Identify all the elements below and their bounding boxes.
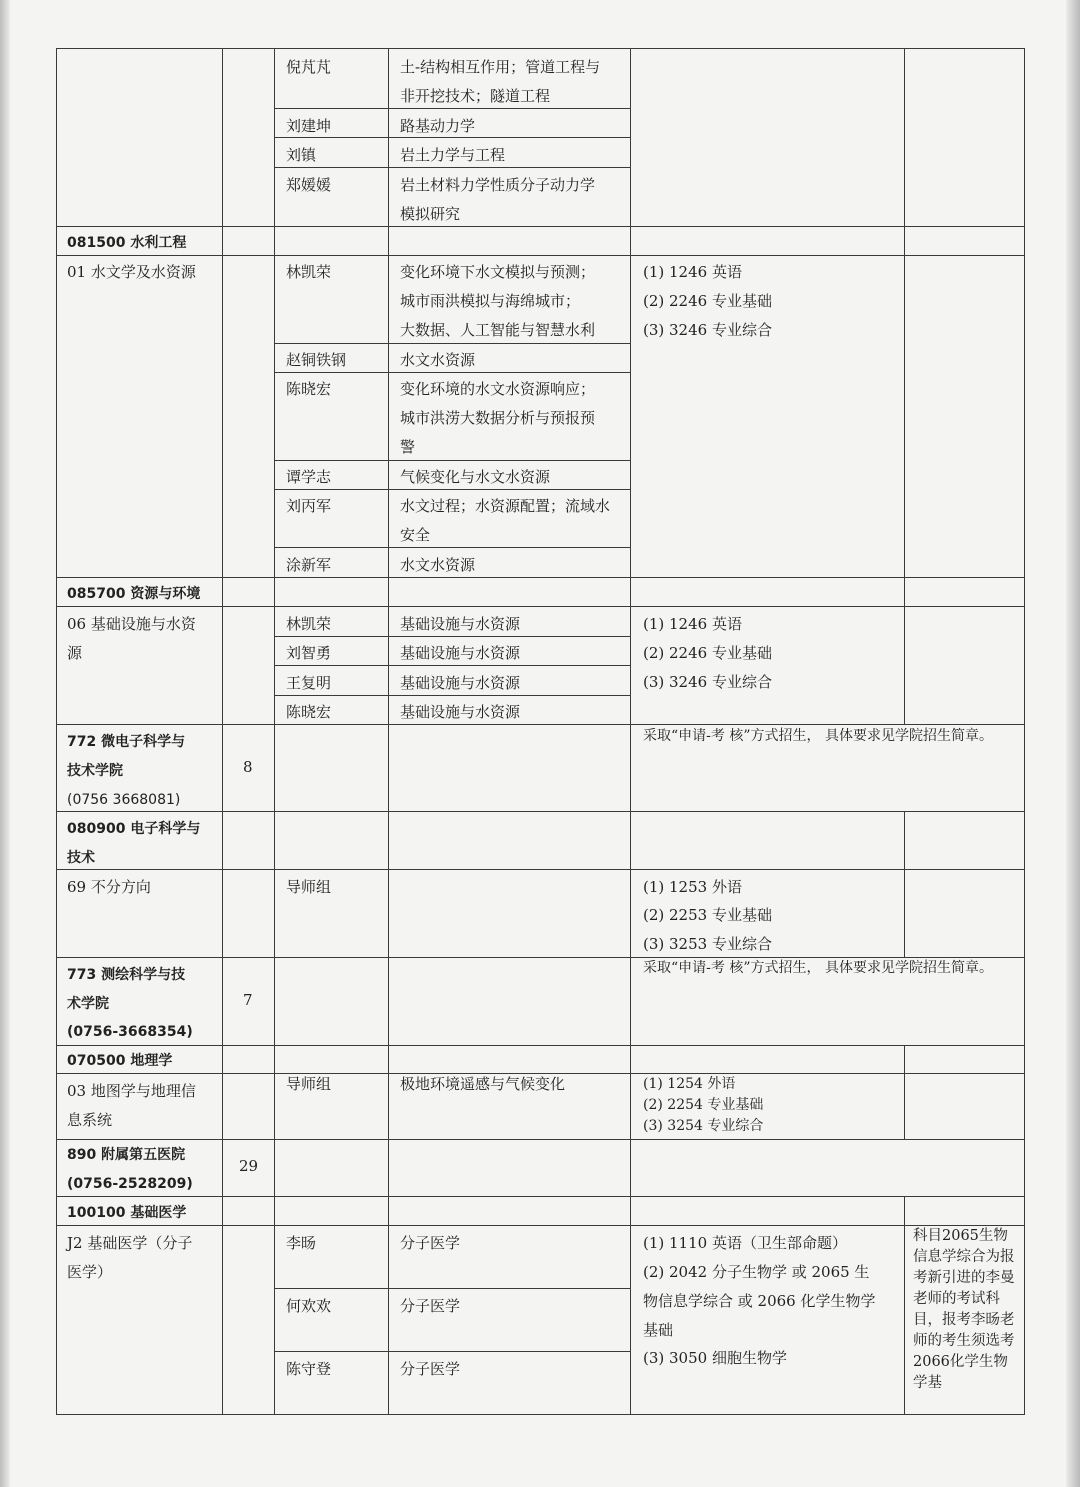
row-line: [56, 1139, 1025, 1140]
enrollment-count: 8: [243, 758, 253, 776]
advisor-name: 赵铜铁钢: [286, 351, 347, 369]
row-line: [56, 606, 1025, 607]
exam-subject: 基础: [643, 1321, 674, 1339]
table-border-bottom: [56, 1414, 1025, 1415]
row-line: [56, 255, 1025, 256]
research-direction: 水文水资源: [400, 556, 476, 574]
exam-subject: (2) 2253 专业基础: [643, 906, 772, 924]
school-phone: (0756-3668354): [67, 1024, 193, 1040]
table-border-right: [1024, 48, 1025, 1414]
row-line: [56, 811, 1025, 812]
major-heading: 100100 基础医学: [67, 1205, 187, 1221]
advisor-name: 导师组: [286, 1075, 332, 1093]
research-direction: 基础设施与水资源: [400, 674, 521, 692]
research-direction: 水文水资源: [400, 351, 476, 369]
exam-subject: (2) 2246 专业基础: [643, 644, 772, 662]
row-line: [56, 869, 1025, 870]
exam-subject: (1) 1110 英语（卫生部命题）: [643, 1234, 847, 1252]
sub-row-line: [274, 1351, 630, 1352]
direction-code: 69 不分方向: [67, 878, 151, 896]
research-direction: 警: [400, 438, 416, 456]
row-line: [56, 1196, 1025, 1197]
row-line: [56, 577, 1025, 578]
research-direction: 分子医学: [400, 1297, 461, 1315]
table-border-left: [56, 48, 57, 1414]
research-direction: 基础设施与水资源: [400, 703, 521, 721]
advisor-name: 刘建坤: [286, 117, 332, 135]
exam-subject: (1) 1246 英语: [643, 615, 742, 633]
major-heading: 技术: [67, 850, 95, 866]
col-divider-4: [630, 48, 631, 1414]
advisor-name: 林凯荣: [286, 615, 332, 633]
advisor-name: 涂新军: [286, 556, 332, 574]
school-name: 技术学院: [67, 763, 123, 779]
research-direction: 分子医学: [400, 1360, 461, 1378]
research-direction: 基础设施与水资源: [400, 615, 521, 633]
enrollment-count: 7: [243, 991, 253, 1009]
exam-subject: (2) 2042 分子生物学 或 2065 生: [643, 1263, 870, 1281]
advisor-name: 陈晓宏: [286, 703, 332, 721]
direction-code: 医学）: [67, 1263, 113, 1281]
table-border-top: [56, 48, 1025, 49]
school-name: 890 附属第五医院: [67, 1147, 186, 1163]
research-direction: 气候变化与水文水资源: [400, 468, 551, 486]
row-line: [56, 1225, 1025, 1226]
advisor-name: 郑媛媛: [286, 176, 332, 194]
col-divider-5c: [904, 1045, 905, 1139]
research-direction: 非开挖技术；隧道工程: [400, 87, 551, 105]
advisor-name: 倪芃芃: [286, 58, 332, 76]
school-phone: (0756 3668081): [67, 792, 181, 808]
advisor-name: 何欢欢: [286, 1297, 332, 1315]
advisor-name: 陈晓宏: [286, 380, 332, 398]
exam-subject: 物信息学综合 或 2066 化学生物学: [643, 1292, 876, 1310]
research-direction: 大数据、人工智能与智慧水利: [400, 321, 596, 339]
advisor-name: 刘丙军: [286, 497, 332, 515]
sub-row-line: [274, 1288, 630, 1289]
exam-subject: (3) 3050 细胞生物学: [643, 1349, 787, 1367]
exam-subject: (2) 2254 专业基础: [643, 1097, 764, 1113]
direction-code: 01 水文学及水资源: [67, 263, 196, 281]
direction-code: 息系统: [67, 1111, 113, 1129]
research-direction: 变化环境的水文水资源响应；: [400, 380, 596, 398]
research-direction: 水文过程；水资源配置；流域水: [400, 497, 611, 515]
research-direction: 路基动力学: [400, 117, 476, 135]
row-line: [56, 1045, 1025, 1046]
remark: 科目2065生物信息学综合为报考新引进的李曼老师的考试科目，报考李旸老师的考生须选考2066化学生物学基: [913, 1228, 1015, 1391]
research-direction: 土-结构相互作用；管道工程与: [400, 58, 601, 76]
research-direction: 安全: [400, 526, 431, 544]
row-line: [56, 226, 1025, 227]
col-divider-2: [274, 48, 275, 1414]
direction-code: 06 基础设施与水资: [67, 615, 196, 633]
row-line: [56, 724, 1025, 725]
col-divider-3: [388, 48, 389, 1414]
major-heading: 081500 水利工程: [67, 235, 187, 251]
school-name: 术学院: [67, 996, 109, 1012]
sub-row-line: [274, 547, 630, 548]
col-divider-5a: [904, 48, 905, 725]
advisor-name: 刘镇: [286, 146, 317, 164]
major-heading: 080900 电子科学与: [67, 821, 201, 837]
admission-note: 采取“申请-考 核”方式招生， 具体要求见学院招生简章。: [643, 960, 993, 976]
enrollment-count: 29: [239, 1157, 259, 1175]
direction-code: 03 地图学与地理信: [67, 1082, 196, 1100]
advisor-name: 导师组: [286, 878, 332, 896]
research-direction: 基础设施与水资源: [400, 644, 521, 662]
research-direction: 分子医学: [400, 1234, 461, 1252]
advisor-name: 陈守登: [286, 1360, 332, 1378]
research-direction: 城市洪涝大数据分析与预报预: [400, 409, 596, 427]
advisor-name: 刘智勇: [286, 644, 332, 662]
direction-code: J2 基础医学（分子: [67, 1234, 193, 1252]
research-direction: 城市雨洪模拟与海绵城市；: [400, 292, 581, 310]
research-direction: 变化环境下水文模拟与预测；: [400, 263, 596, 281]
exam-subject: (1) 1254 外语: [643, 1076, 736, 1092]
exam-subject: (1) 1253 外语: [643, 878, 742, 896]
exam-subject: (3) 3246 专业综合: [643, 321, 772, 339]
exam-subject: (3) 3254 专业综合: [643, 1118, 764, 1134]
direction-code: 源: [67, 644, 83, 662]
advisor-name: 王复明: [286, 674, 332, 692]
col-divider-1: [222, 48, 223, 1414]
exam-subject: (1) 1246 英语: [643, 263, 742, 281]
exam-subject: (3) 3253 专业综合: [643, 935, 772, 953]
sub-row-line: [274, 460, 630, 461]
exam-subject: (2) 2246 专业基础: [643, 292, 772, 310]
school-name: 773 测绘科学与技: [67, 967, 186, 983]
col-divider-5b: [904, 811, 905, 957]
school-phone: (0756-2528209): [67, 1176, 193, 1192]
advisor-name: 李旸: [286, 1234, 317, 1252]
research-direction: 模拟研究: [400, 205, 461, 223]
research-direction: 岩土力学与工程: [400, 146, 506, 164]
research-direction: 岩土材料力学性质分子动力学: [400, 176, 596, 194]
research-direction: 极地环境遥感与气候变化: [400, 1075, 566, 1093]
col-divider-5d: [904, 1196, 905, 1414]
school-name: 772 微电子科学与: [67, 734, 186, 750]
advisor-name: 林凯荣: [286, 263, 332, 281]
advisor-name: 谭学志: [286, 468, 332, 486]
major-heading: 070500 地理学: [67, 1053, 173, 1069]
major-heading: 085700 资源与环境: [67, 586, 201, 602]
exam-subject: (3) 3246 专业综合: [643, 673, 772, 691]
admission-note: 采取“申请-考 核”方式招生， 具体要求见学院招生简章。: [643, 728, 993, 744]
